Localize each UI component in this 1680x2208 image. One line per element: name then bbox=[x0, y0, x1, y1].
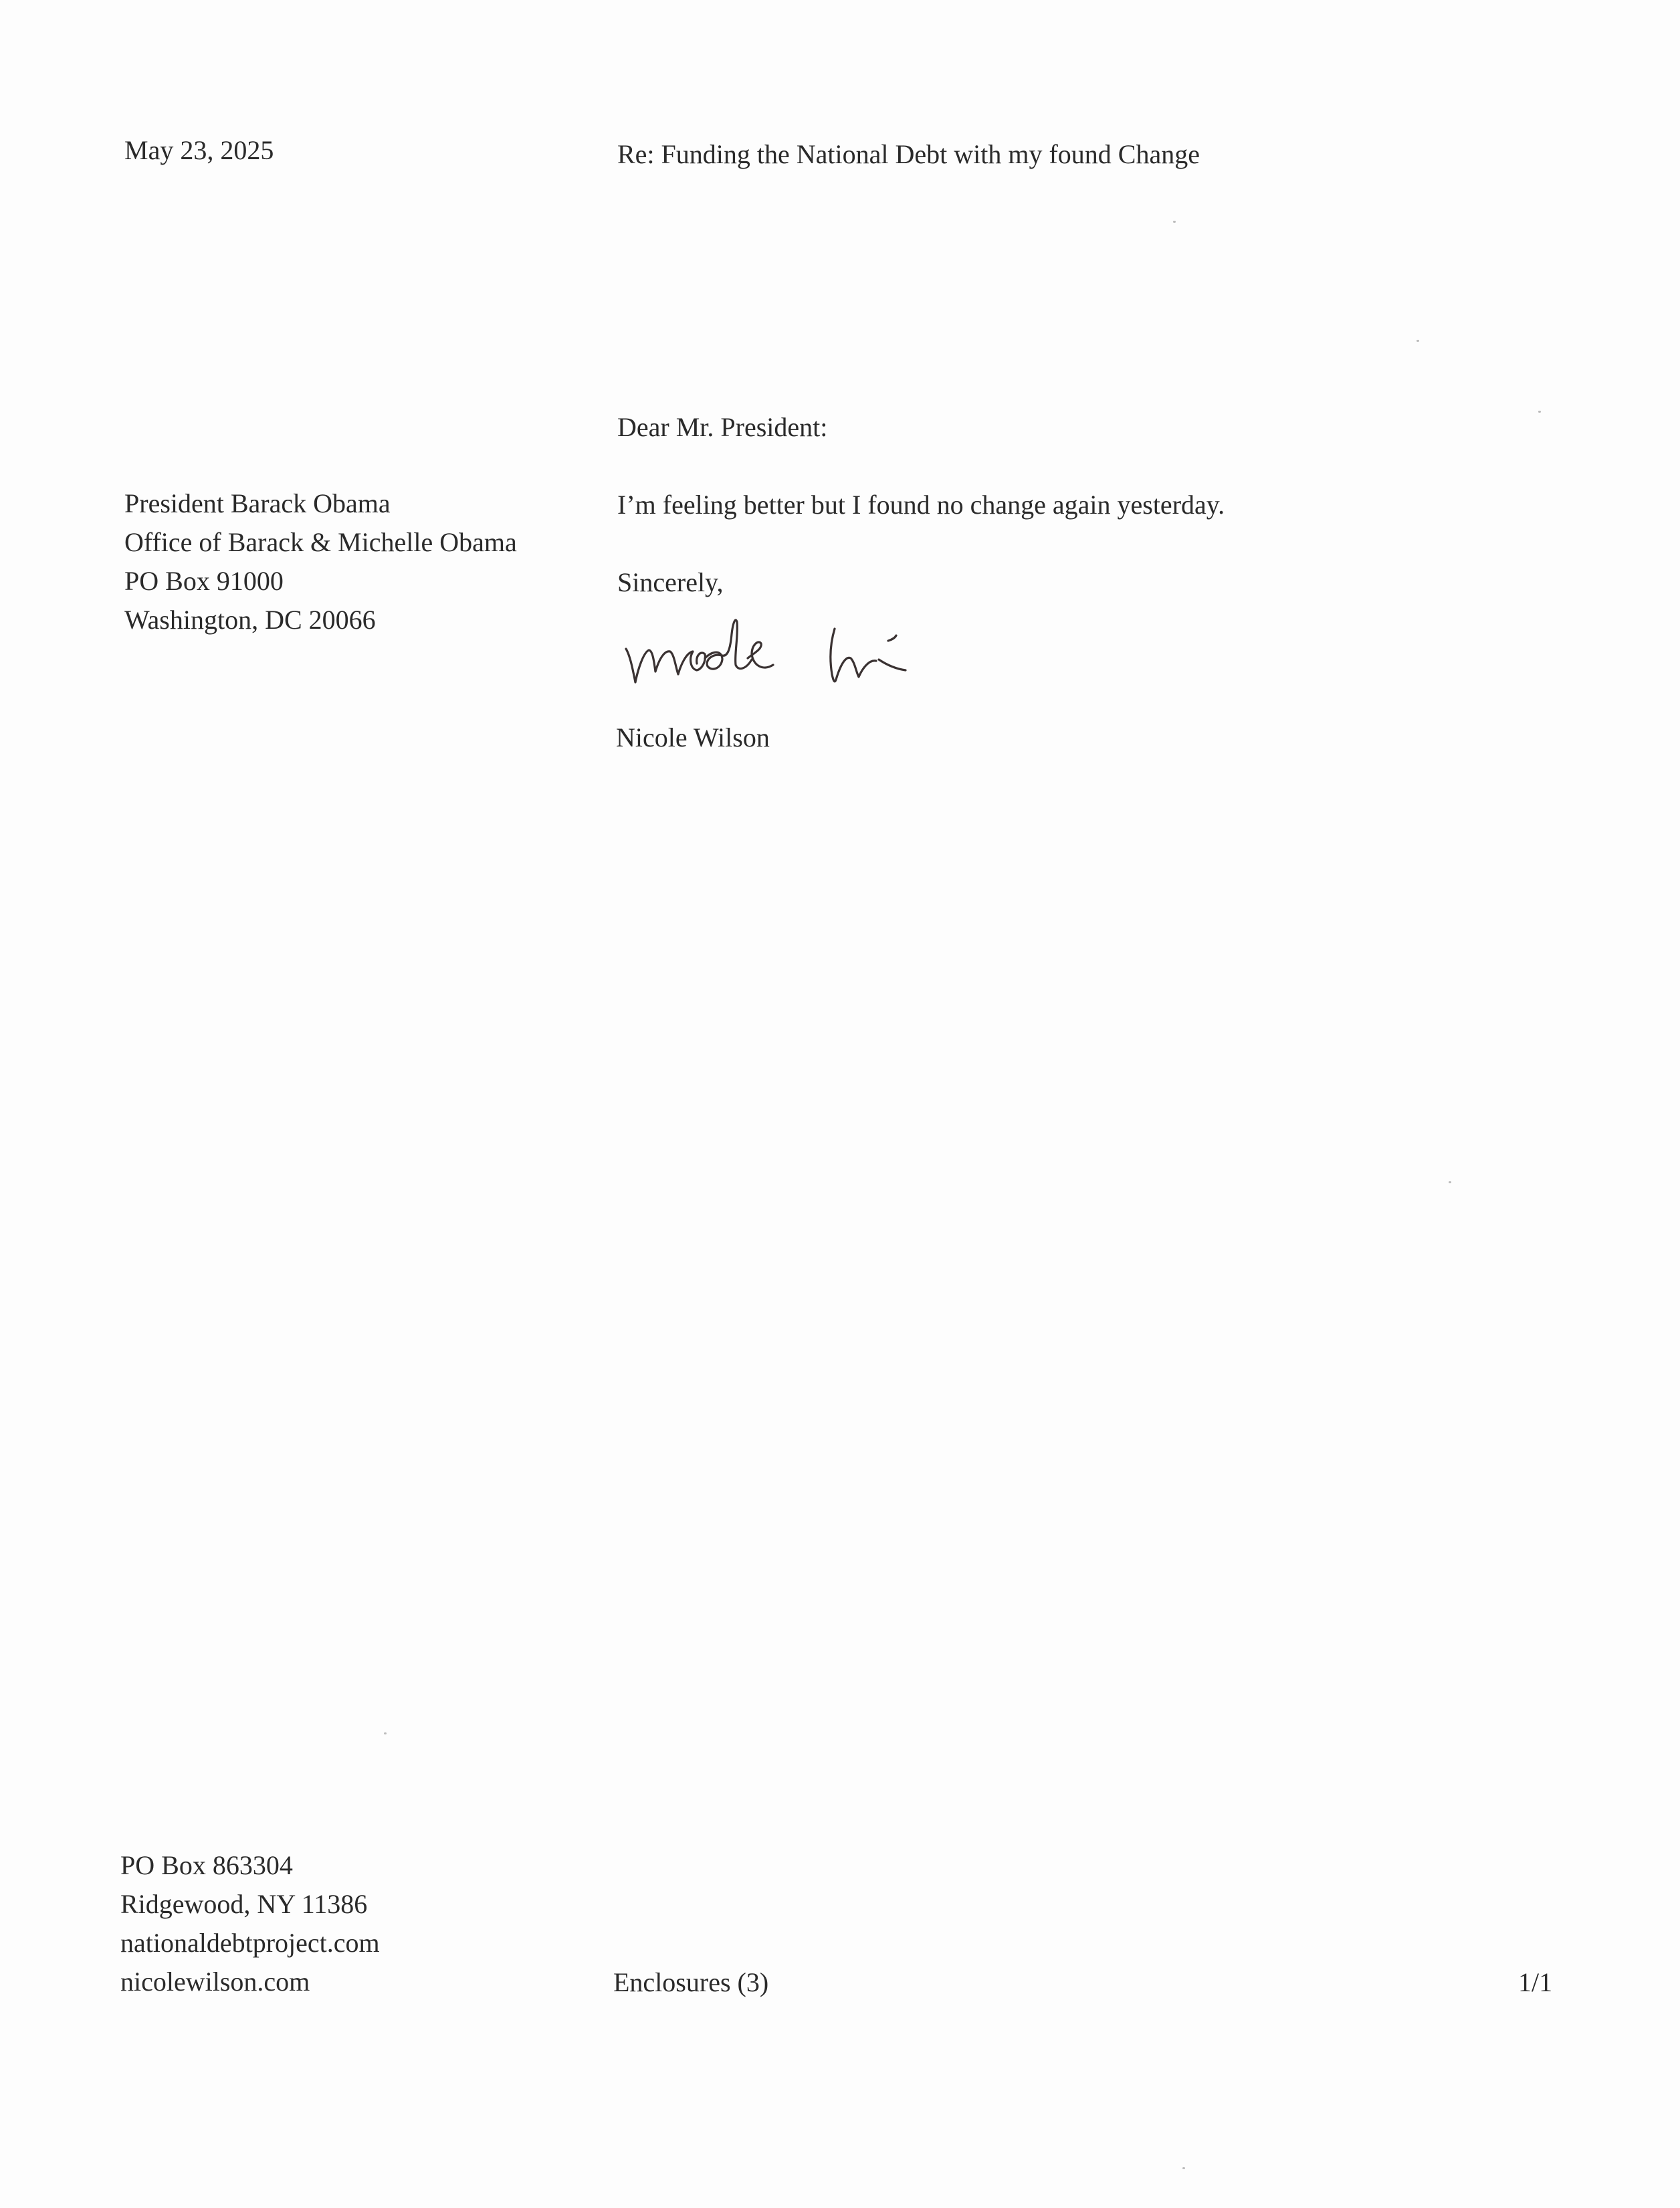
scan-speck bbox=[1416, 340, 1419, 342]
recipient-name: President Barack Obama bbox=[124, 488, 391, 518]
sender-address bbox=[120, 1846, 380, 2001]
sender-po-box: PO Box 863304 bbox=[120, 1850, 293, 1880]
letter-body: I’m feeling better but I found no change again yesterday. bbox=[617, 490, 1225, 520]
scan-speck bbox=[1173, 221, 1176, 223]
sender-website-project: nationaldebtproject.com bbox=[120, 1928, 380, 1958]
recipient-office: Office of Barack & Michelle Obama bbox=[124, 527, 517, 557]
sender-city: Ridgewood, NY 11386 bbox=[120, 1889, 368, 1919]
letter-date: May 23, 2025 bbox=[124, 135, 274, 165]
recipient-address bbox=[124, 484, 517, 639]
scan-speck bbox=[384, 1732, 387, 1734]
page-number: 1/1 bbox=[1518, 1967, 1553, 1997]
signer-name: Nicole Wilson bbox=[616, 722, 770, 752]
handwritten-signature bbox=[622, 602, 970, 709]
scan-speck bbox=[1182, 2167, 1185, 2169]
salutation: Dear Mr. President: bbox=[617, 412, 828, 442]
letter-closing: Sincerely, bbox=[617, 567, 724, 597]
letter-subject: Re: Funding the National Debt with my found Change bbox=[617, 139, 1200, 169]
recipient-city: Washington, DC 20066 bbox=[124, 605, 376, 635]
scan-speck bbox=[1449, 1181, 1451, 1183]
enclosures-note: Enclosures (3) bbox=[613, 1967, 769, 1997]
scan-speck bbox=[1538, 411, 1541, 413]
recipient-po-box: PO Box 91000 bbox=[124, 566, 284, 596]
sender-website-personal: nicolewilson.com bbox=[120, 1967, 310, 1997]
